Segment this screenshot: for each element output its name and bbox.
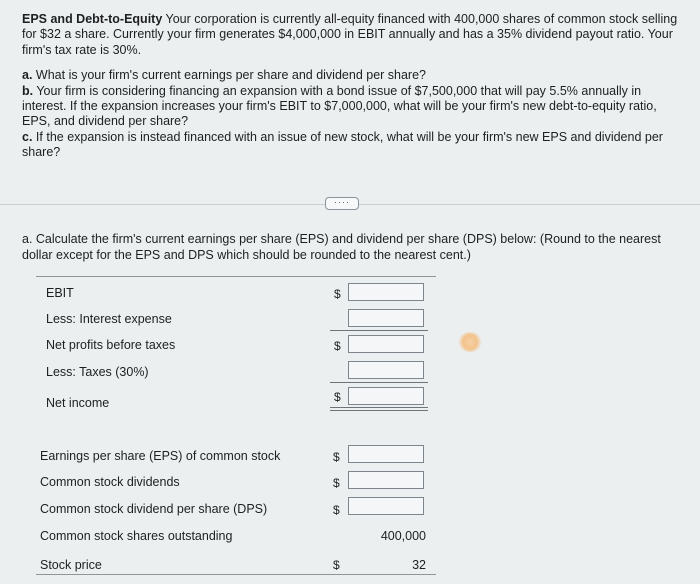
subtotal-line [330, 330, 428, 331]
part-a-prompt: a. Calculate the firm's current earnings per share (EPS) and dividend per share (DPS) below: (Round to the nearest dollar except for the EPS and DPS which should be rounded to the nearest cent.) [22, 232, 661, 262]
question-text: Your firm is considering financing an expansion with a bond issue of $7,500,000 that will pay 5.5% annually in interest. If the expansion increases your firm's EBIT to $7,000,000, what will be your firm's new debt-to-equity ratio, EPS, and dividend per share? [22, 83, 657, 129]
npbt-label: Net profits before taxes [46, 338, 176, 352]
dollar-sign: $ [333, 503, 340, 517]
subtotal-line [330, 382, 428, 383]
dps-input[interactable] [348, 497, 424, 515]
problem-statement [22, 12, 682, 161]
camera-glare [458, 332, 482, 352]
dollar-sign: $ [334, 390, 341, 404]
expand-button[interactable]: ···· [325, 197, 359, 210]
dollar-sign: $ [334, 287, 341, 301]
taxes-input[interactable] [348, 361, 424, 379]
question-text: If the expansion is instead financed with an issue of new stock, what will be your firm's new EPS and dividend per share? [22, 129, 663, 160]
problem-intro [22, 12, 682, 58]
npbt-input[interactable] [348, 335, 424, 353]
question-c [22, 130, 682, 161]
question-letter: a. [22, 68, 33, 83]
question-a [22, 68, 682, 83]
ebit-label: EBIT [46, 286, 74, 300]
shares-outstanding-value: 400,000 [380, 529, 426, 543]
question-letter: c. [22, 129, 33, 144]
net-income-input[interactable] [348, 387, 424, 405]
ebit-input[interactable] [348, 283, 424, 301]
dps-label: Common stock dividend per share (DPS) [40, 502, 268, 516]
stock-price-label: Stock price [40, 558, 102, 572]
eps-label: Earnings per share (EPS) of common stock [40, 449, 281, 463]
stock-price-value: 32 [412, 558, 426, 572]
dividends-input[interactable] [348, 471, 424, 489]
shares-outstanding-label: Common stock shares outstanding [40, 529, 233, 543]
taxes-label: Less: Taxes (30%) [46, 365, 149, 379]
dividends-label: Common stock dividends [40, 475, 180, 489]
interest-expense-label: Less: Interest expense [46, 312, 172, 326]
total-double-line [330, 407, 428, 411]
question-b [22, 84, 682, 130]
dollar-sign: $ [333, 450, 340, 464]
question-text: What is your firm's current earnings per share and dividend per share? [35, 68, 426, 83]
net-income-label: Net income [46, 396, 110, 410]
problem-intro-text: Your corporation is currently all-equity financed with 400,000 shares of common stock selling for $32 a share. Currently your firm generates $4,000,000 in EBIT annually and has a 35% dividend payout ratio. Your firm's tax rate is 30%. [22, 12, 678, 57]
table-bottom-rule [36, 574, 436, 575]
table-top-rule [36, 276, 436, 277]
dollar-sign: $ [333, 558, 340, 572]
dollar-sign: $ [334, 339, 341, 353]
interest-expense-input[interactable] [348, 309, 424, 327]
question-letter: b. [22, 83, 34, 98]
question-list [22, 68, 682, 160]
eps-input[interactable] [348, 445, 424, 463]
problem-title: EPS and Debt-to-Equity [22, 12, 163, 26]
dollar-sign: $ [333, 476, 340, 490]
